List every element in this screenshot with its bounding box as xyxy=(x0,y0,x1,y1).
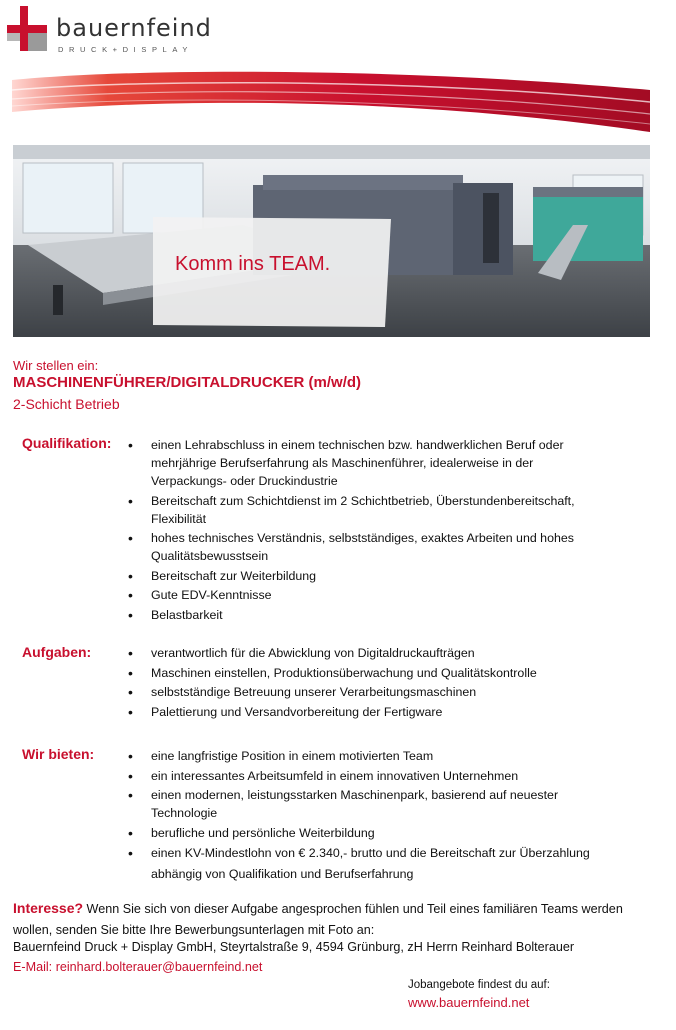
aufgaben-list xyxy=(128,644,598,722)
list-item: • Palettierung und Versandvorbereitung der Fertigware xyxy=(128,703,598,721)
list-item: • eine langfristige Position in einem motivierten Team xyxy=(128,747,598,765)
section-label-qualifikation: Qualifikation: xyxy=(22,435,112,451)
job-title: MASCHINENFÜHRER/DIGITALDRUCKER (m/w/d) xyxy=(13,374,362,391)
printer-hall-photo xyxy=(13,145,650,337)
list-item: • berufliche und persönliche Weiterbildung xyxy=(128,824,598,842)
brand-name: bauernfeind xyxy=(56,14,212,42)
email-label: E-Mail: xyxy=(13,960,53,974)
bauernfeind-logo-icon xyxy=(7,6,47,51)
list-item: • einen Lehrabschluss in einem technischen bzw. handwerklichen Beruf oder mehrjährige Berufserfahrung als Maschinenführer, idealerweise in der Verpackungs- oder Druckindustrie xyxy=(128,436,598,490)
list-item: • Maschinen einstellen, Produktionsüberwachung und Qualitätskontrolle xyxy=(128,664,598,682)
interest-text: Wenn Sie sich von dieser Aufgabe angesprochen fühlen und Teil eines familiären Teams werden wollen, senden Sie bitte Ihre Bewerbungsunterlagen mit Foto an: xyxy=(13,902,623,937)
footer-note: Jobangebote findest du auf: xyxy=(408,979,550,991)
header-swoosh xyxy=(12,66,650,138)
section-label-aufgaben: Aufgaben: xyxy=(22,644,92,660)
list-item: • ein interessantes Arbeitsumfeld in einem innovativen Unternehmen xyxy=(128,767,598,785)
email-line xyxy=(13,960,262,974)
shift-text: 2-Schicht Betrieb xyxy=(13,396,120,412)
eyebrow-text: Wir stellen ein: xyxy=(13,358,99,373)
qualifikation-list xyxy=(128,436,598,625)
list-item: • Bereitschaft zum Schichtdienst im 2 Schichtbetrieb, Überstundenbereitschaft, Flexibilität xyxy=(128,492,598,528)
company-address: Bauernfeind Druck + Display GmbH, Steyrtalstraße 9, 4594 Grünburg, zH Herrn Reinhard Bolterauer xyxy=(13,940,575,954)
list-item: • selbstständige Betreuung unserer Verarbeitungsmaschinen xyxy=(128,683,598,701)
list-item: • einen modernen, leistungsstarken Maschinenpark, basierend auf neuester Technologie xyxy=(128,786,598,822)
brand-tagline: DRUCK+DISPLAY xyxy=(58,45,193,54)
list-item: • Bereitschaft zur Weiterbildung xyxy=(128,567,598,585)
email-link[interactable]: reinhard.bolterauer@bauernfeind.net xyxy=(55,960,263,974)
list-item: • Gute EDV-Kenntnisse xyxy=(128,586,598,604)
website-link[interactable]: www.bauernfeind.net xyxy=(408,995,530,1010)
interest-paragraph xyxy=(13,898,653,941)
section-label-bieten: Wir bieten: xyxy=(22,746,95,762)
list-item: • hohes technisches Verständnis, selbstständiges, exaktes Arbeiten und hohes Qualitätsbewusstsein xyxy=(128,529,598,565)
list-item: • Belastbarkeit xyxy=(128,606,598,624)
bieten-list xyxy=(128,747,598,887)
interest-label: Interesse? xyxy=(13,900,84,916)
banner-headline: Komm ins TEAM. xyxy=(175,253,331,275)
list-item: • einen KV-Mindestlohn von € 2.340,- brutto und die Bereitschaft zur Überzahlung abhängig von Qualifikation und Berufserfahrung xyxy=(128,843,598,885)
list-item: • verantwortlich für die Abwicklung von Digitaldruckaufträgen xyxy=(128,644,598,662)
